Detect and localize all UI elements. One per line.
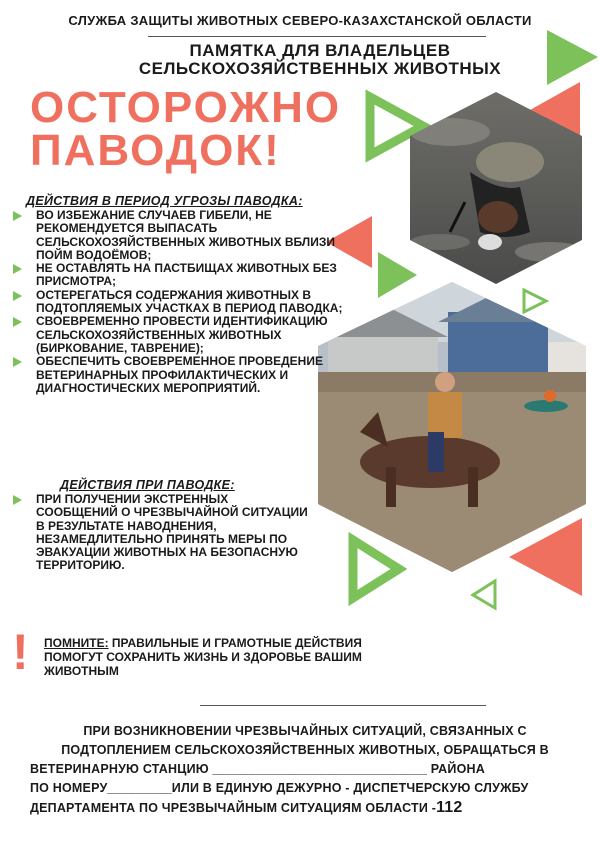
footer-line-3: ВЕТЕРИНАРНУЮ СТАНЦИЮ ______________________________ РАЙОНА bbox=[30, 762, 485, 776]
organization-name: СЛУЖБА ЗАЩИТЫ ЖИВОТНЫХ СЕВЕРО-КАЗАХСТАНСКОЙ ОБЛАСТИ bbox=[68, 13, 532, 28]
emergency-number: 112 bbox=[436, 799, 463, 816]
list-item: ВО ИЗБЕЖАНИЕ СЛУЧАЕВ ГИБЕЛИ, НЕ РЕКОМЕНДУЕТСЯ ВЫПАСАТЬ СЕЛЬСКОХОЗЯЙСТВЕННЫХ ЖИВОТНЫХ ВБЛИЗИ ПОЙМ ВОДОЁМОВ; bbox=[8, 209, 353, 262]
list-item: СВОЕВРЕМЕННО ПРОВЕСТИ ИДЕНТИФИКАЦИЮ СЕЛЬСКОХОЗЯЙСТВЕННЫХ ЖИВОТНЫХ (БИРКОВАНИЕ, ТАВРЕНИЕ); bbox=[8, 315, 353, 355]
photo-flooded-village bbox=[318, 282, 586, 572]
remember-text: ПРАВИЛЬНЫЕ И ГРАМОТНЫЕ ДЕЙСТВИЯ ПОМОГУТ СОХРАНИТЬ ЖИЗНЬ И ЗДОРОВЬЕ ВАШИМ ЖИВОТНЫМ bbox=[44, 636, 362, 678]
flood-section-title: ДЕЙСТВИЯ ПРИ ПАВОДКЕ: bbox=[60, 478, 235, 492]
bullet-triangle-icon bbox=[13, 264, 22, 274]
list-item: ОСТЕРЕГАТЬСЯ СОДЕРЖАНИЯ ЖИВОТНЫХ В ПОДТОПЛЯЕМЫХ УЧАСТКАХ В ПЕРИОД ПАВОДКА; bbox=[8, 289, 353, 316]
threat-section-title: ДЕЙСТВИЯ В ПЕРИОД УГРОЗЫ ПАВОДКА: bbox=[26, 194, 303, 208]
flood-actions-list bbox=[8, 493, 308, 573]
exclamation-icon: ! bbox=[12, 624, 29, 680]
footer-line-2: ПОДТОПЛЕНИЕМ СЕЛЬСКОХОЗЯЙСТВЕННЫХ ЖИВОТНЫХ, ОБРАЩАТЬСЯ В bbox=[61, 743, 549, 757]
footer-line-1: ПРИ ВОЗНИКНОВЕНИИ ЧРЕЗВЫЧАЙНЫХ СИТУАЦИЙ, СВЯЗАННЫХ С bbox=[83, 724, 527, 738]
list-item: НЕ ОСТАВЛЯТЬ НА ПАСТБИЩАХ ЖИВОТНЫХ БЕЗ ПРИСМОТРА; bbox=[8, 262, 353, 289]
bullet-triangle-icon bbox=[13, 291, 22, 301]
bullet-triangle-icon bbox=[13, 357, 22, 367]
triangle-green-outline-4 bbox=[473, 581, 495, 608]
list-item: ПРИ ПОЛУЧЕНИИ ЭКСТРЕННЫХ СООБЩЕНИЙ О ЧРЕЗВЫЧАЙНОЙ СИТУАЦИИ В РЕЗУЛЬТАТЕ НАВОДНЕНИЯ, НЕЗАМЕДЛИТЕЛЬНО ПРИНЯТЬ МЕРЫ ПО ЭВАКУАЦИИ ЖИВОТНЫХ НА БЕЗОПАСНУЮ ТЕРРИТОРИЮ. bbox=[8, 493, 308, 573]
title-line-2: ПАВОДОК! bbox=[30, 126, 281, 175]
bullet-triangle-icon bbox=[13, 317, 22, 327]
remember-label: ПОМНИТЕ: bbox=[44, 636, 109, 650]
footer-line-4: ПО НОМЕРУ_________ИЛИ В ЕДИНУЮ ДЕЖУРНО - ДИСПЕТЧЕРСКУЮ СЛУЖБУ bbox=[30, 781, 529, 795]
footer-line-5 bbox=[30, 798, 580, 818]
footer-line-5-text: ДЕПАРТАМЕНТА ПО ЧРЕЗВЫЧАЙНЫМ СИТУАЦИЯМ ОБЛАСТИ - bbox=[30, 801, 437, 815]
remember-note bbox=[44, 636, 384, 678]
title-line-1: ОСТОРОЖНО bbox=[30, 83, 342, 132]
subtitle-line-1: ПАМЯТКА ДЛЯ ВЛАДЕЛЬЦЕВ bbox=[189, 41, 451, 60]
triangle-green-1 bbox=[547, 30, 598, 85]
bullet-triangle-icon bbox=[13, 211, 22, 221]
threat-actions-list bbox=[8, 209, 353, 395]
bullet-triangle-icon bbox=[13, 495, 22, 505]
footer-divider bbox=[200, 705, 486, 706]
list-item: ОБЕСПЕЧИТЬ СВОЕВРЕМЕННОЕ ПРОВЕДЕНИЕ ВЕТЕРИНАРНЫХ ПРОФИЛАКТИЧЕСКИХ И ДИАГНОСТИЧЕСКИХ МЕРОПРИЯТИЙ. bbox=[8, 355, 353, 395]
contact-info bbox=[30, 722, 580, 818]
subtitle-line-2: СЕЛЬСКОХОЗЯЙСТВЕННЫХ ЖИВОТНЫХ bbox=[138, 59, 502, 78]
photo-drowned-cow bbox=[410, 92, 582, 284]
